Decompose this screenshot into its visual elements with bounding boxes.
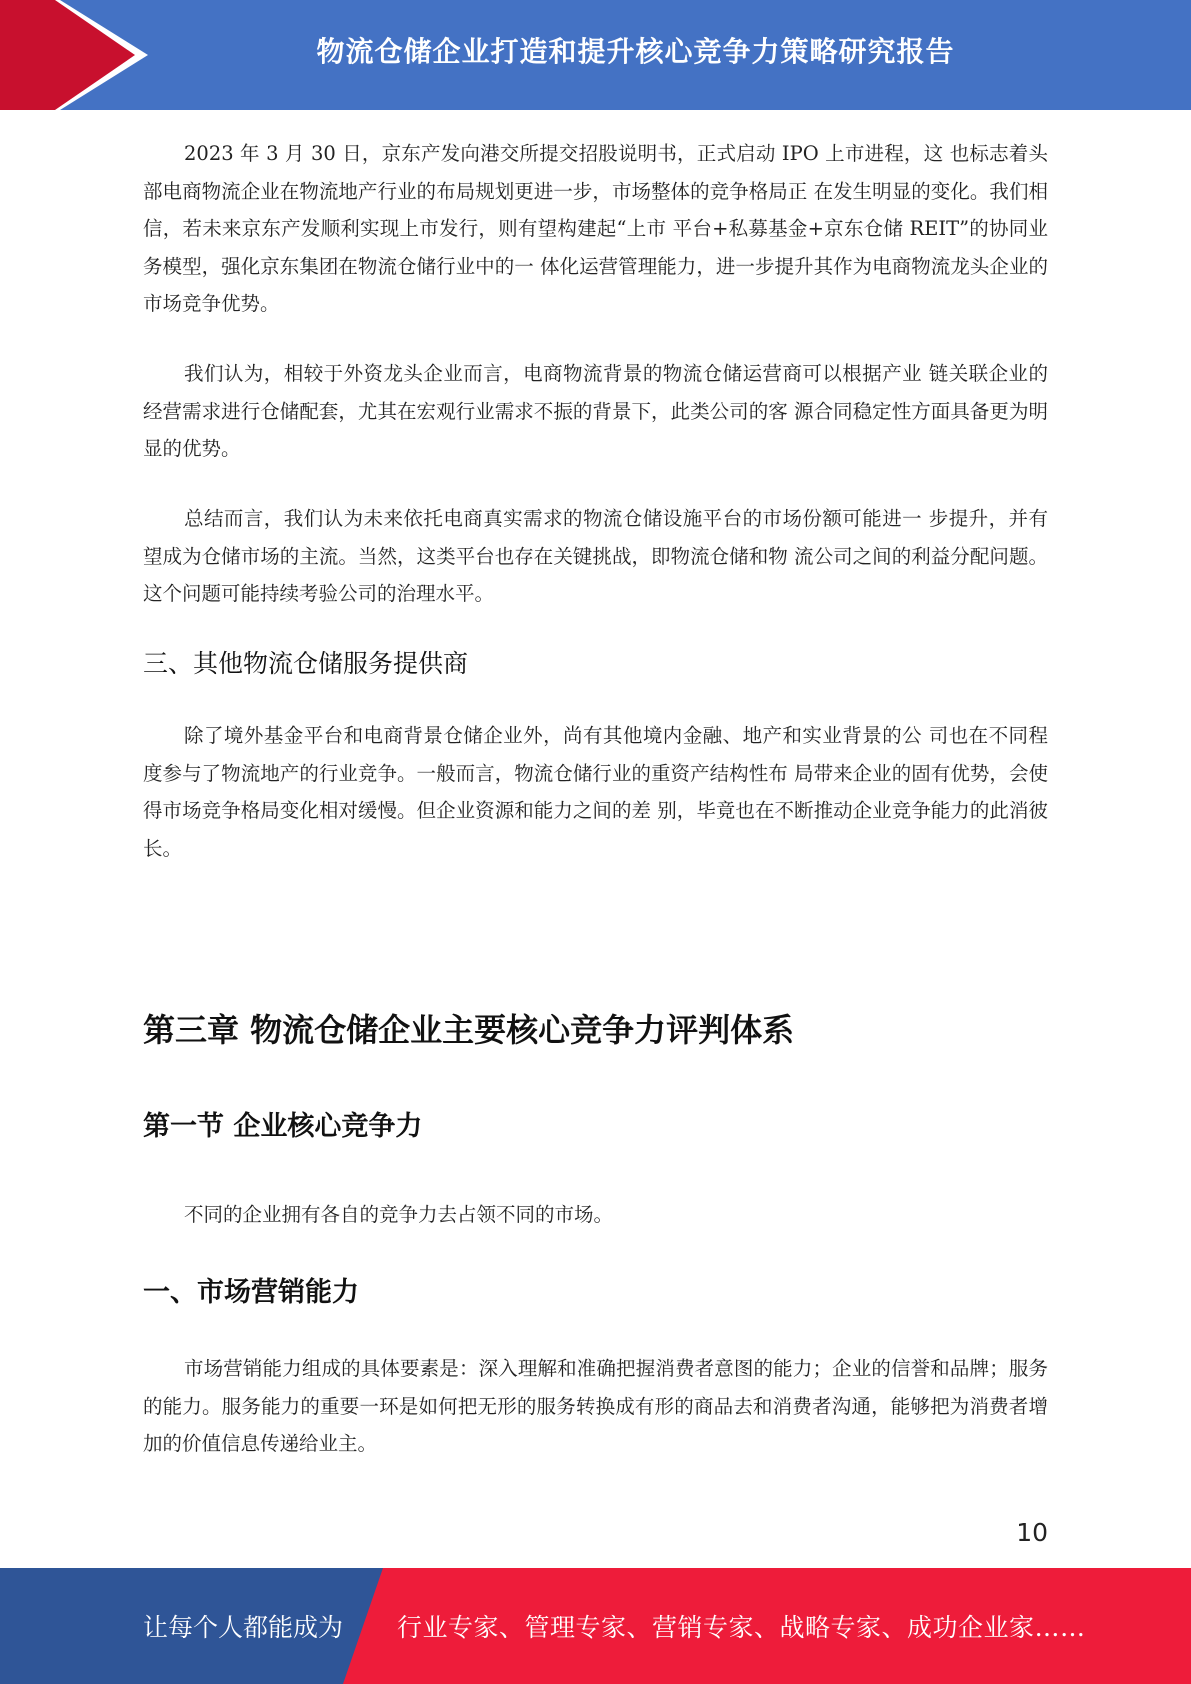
paragraph-5: 不同的企业拥有各自的竞争力去占领不同的市场。 bbox=[184, 1203, 614, 1226]
subsection-heading: 一、市场营销能力 bbox=[143, 1277, 359, 1308]
report-title: 物流仓储企业打造和提升核心竞争力策略研究报告 bbox=[316, 35, 955, 68]
chapter-heading: 第三章 物流仓储企业主要核心竞争力评判体系 bbox=[143, 1011, 795, 1049]
footer-slogan-left: 让每个人都能成为 bbox=[143, 1613, 344, 1642]
section-heading-3: 三、其他物流仓储服务提供商 bbox=[143, 649, 469, 678]
paragraph-1: 2023 年 3 月 30 日，京东产发向港交所提交招股说明书，正式启动 IPO 上市进程，这 也标志着头部电商物流企业在物流地产行业的布局规划更进一步，市场整体的竞争格局正 在发生明显的变化。我们相信，若未来京东产发顺利实现上市发行，则有望构建起“上市 平台+私募基金+京东仓储 REIT”的协同业务模型，强化京东集团在物流仓储行业中的一 体化运营管理能力，进一步提升其作为电商物流龙头企业的市场竞争优势。 bbox=[143, 142, 1048, 315]
page-footer bbox=[0, 1568, 1191, 1684]
footer-slogan-right: 行业专家、管理专家、营销专家、战略专家、成功企业家…… bbox=[397, 1613, 1086, 1642]
paragraph-6: 市场营销能力组成的具体要素是：深入理解和准确把握消费者意图的能力；企业的信誉和品牌；服务的能力。服务能力的重要一环是如何把无形的服务转换成有形的商品去和消费者沟通，能够把为消费者增加的价值信息传递给业主。 bbox=[143, 1357, 1048, 1455]
page-header bbox=[0, 0, 1191, 110]
paragraph-4: 除了境外基金平台和电商背景仓储企业外，尚有其他境内金融、地产和实业背景的公 司也在不同程度参与了物流地产的行业竞争。一般而言，物流仓储行业的重资产结构性布 局带来企业的固有优势，会使得市场竞争格局变化相对缓慢。但企业资源和能力之间的差 别，毕竟也在不断推动企业竞争能力的此消彼长。 bbox=[143, 724, 1048, 860]
paragraph-3: 总结而言，我们认为未来依托电商真实需求的物流仓储设施平台的市场份额可能进一 步提升，并有望成为仓储市场的主流。当然，这类平台也存在关键挑战，即物流仓储和物 流公司之间的利益分配问题。这个问题可能持续考验公司的治理水平。 bbox=[143, 507, 1048, 605]
paragraph-2: 我们认为，相较于外资龙头企业而言，电商物流背景的物流仓储运营商可以根据产业 链关联企业的经营需求进行仓储配套，尤其在宏观行业需求不振的背景下，此类公司的客 源合同稳定性方面具备更为明显的优势。 bbox=[143, 362, 1048, 460]
section-node-heading: 第一节 企业核心竞争力 bbox=[143, 1111, 423, 1142]
page-number: 10 bbox=[1016, 1518, 1048, 1547]
